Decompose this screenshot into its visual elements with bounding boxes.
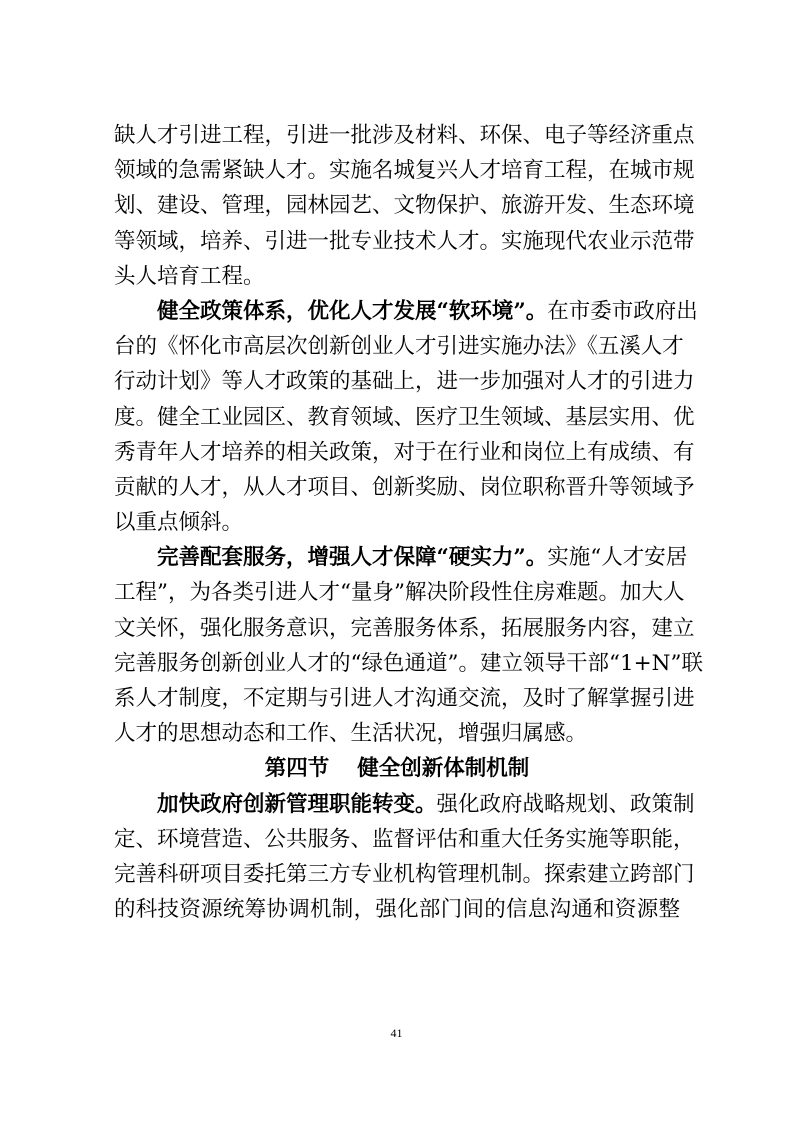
text-line: 头人培育工程。 (114, 263, 265, 289)
paragraph-support-services (114, 540, 703, 751)
paragraph-lead-heading: 健全政策体系，优化人才发展“软环境”。 (157, 298, 548, 324)
text-line: 秀青年人才培养的相关政策，对于在行业和岗位上有成绩、有 (114, 439, 695, 465)
text-line: 行动计划》等人才政策的基础上，进一步加强对人才的引进力 (114, 369, 695, 395)
text-line: 系人才制度，不定期与引进人才沟通交流，及时了解掌握引进 (114, 686, 695, 711)
text-line: 台的《怀化市高层次创新创业人才引进实施办法》《五溪人才 (114, 334, 684, 360)
text-line: 贡献的人才，从人才项目、创新奖励、岗位职称晋升等领域予 (114, 474, 695, 500)
section-number: 第四节 (264, 756, 330, 782)
paragraph-government-reform (114, 787, 695, 928)
text-line (114, 540, 688, 575)
text-line: 文关怀，强化服务意识，完善服务体系，拓展服务内容，建立 (114, 615, 695, 641)
text-line: 等领域，培养、引进一批专业技术人才。实施现代农业示范带 (114, 228, 695, 254)
text-line (114, 787, 695, 822)
text-line: 定、环境营造、公共服务、监督评估和重大任务实施等职能， (114, 826, 695, 852)
text-line: 人才的思想动态和工作、生活状况，增强归属感。 (114, 721, 588, 747)
section-title: 健全创新体制机制 (357, 756, 530, 782)
text-line: 缺人才引进工程，引进一批涉及材料、环保、电子等经济重点 (114, 123, 695, 148)
text-line: 完善科研项目委托第三方专业机构管理机制。探索建立跨部门 (114, 861, 695, 887)
text-line: 工程”，为各类引进人才“量身”解决阶段性住房难题。加大人 (114, 580, 685, 606)
text-line: 的科技资源统筹协调机制，强化部门间的信息沟通和资源整 (114, 897, 680, 923)
text-line (114, 294, 698, 329)
text-line: 度。健全工业园区、教育领域、医疗卫生领域、基层实用、优 (114, 404, 695, 430)
paragraph-policy-system (114, 294, 698, 540)
page-number: 41 (390, 1026, 403, 1040)
text-fragment: 在市委市政府出 (547, 298, 698, 324)
paragraph-talent-projects (114, 118, 695, 294)
text-line: 划、建设、管理，园林园艺、文物保护、旅游开发、生态环境 (114, 193, 695, 219)
text-line: 领域的急需紧缺人才。实施名城复兴人才培育工程，在城市规 (114, 158, 695, 184)
paragraph-lead-heading: 完善配套服务，增强人才保障“硬实力”。 (157, 545, 548, 571)
paragraph-lead-heading: 加快政府创新管理职能转变。 (157, 791, 437, 817)
section-heading (114, 751, 680, 786)
text-fragment: 实施“人才安居 (547, 545, 688, 571)
text-line: 完善服务创新创业人才的“绿色通道”。建立领导干部“1+N”联 (114, 650, 703, 676)
text-fragment: 强化政府战略规划、政策制 (436, 791, 695, 817)
text-line: 以重点倾斜。 (114, 510, 244, 536)
page-body (114, 118, 703, 927)
